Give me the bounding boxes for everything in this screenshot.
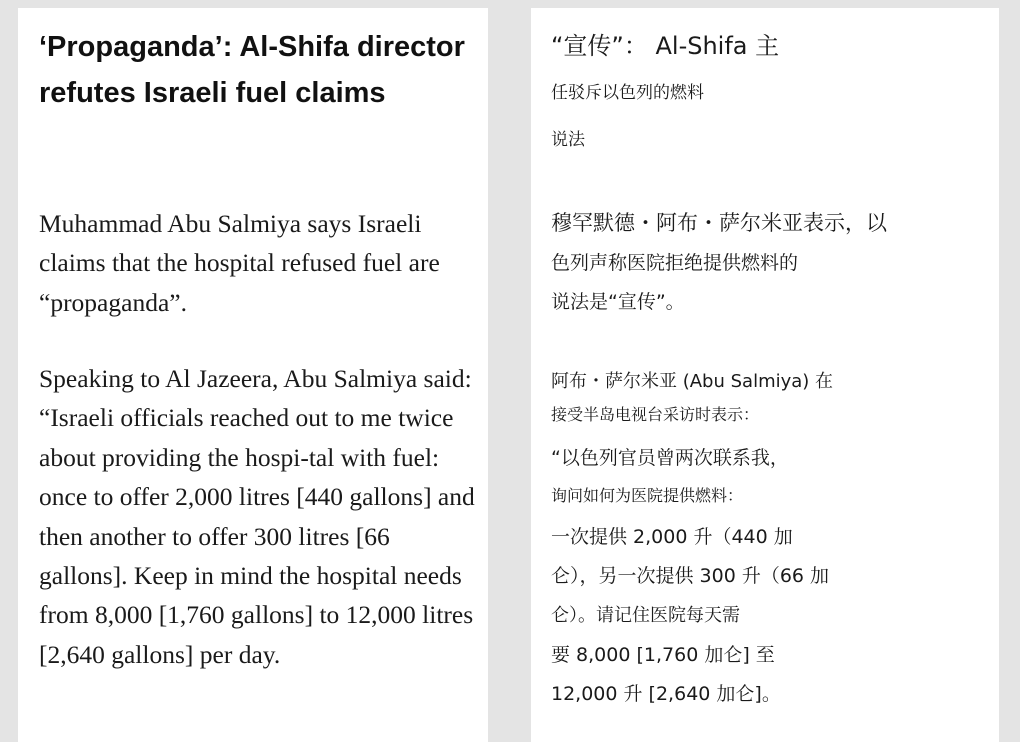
chinese-paragraph-2-line-4: 询问如何为医院提供燃料： [551,486,744,505]
english-paragraph-1: Muhammad Abu Salmiya says Israeli claims that the hospital refused fuel are “propaganda”. [39,209,440,317]
chinese-title-line-3: 说法 [551,130,585,150]
english-headline: ‘Propaganda’: Al-Shifa director refutes Israeli fuel claims [39,31,465,109]
chinese-paragraph-2-line-6: 仑），另一次提供 300 升（66 加 [551,565,830,587]
chinese-paragraph-2-line-8: 要 8,000 [1,760 加仑] 至 [551,644,775,666]
chinese-paragraph-2-line-2: 接受半岛电视台采访时表示： [551,405,760,424]
chinese-paragraph-2-line-5: 一次提供 2,000 升（440 加 [551,526,793,548]
chinese-paragraph-1-line-3: 说法是“宣传”。 [551,291,685,313]
chinese-paragraph-1-line-2: 色列声称医院拒绝提供燃料的 [551,252,799,274]
english-article-panel [18,8,488,742]
chinese-title-line-1: “宣传”： Al-Shifa 主 [551,32,780,60]
chinese-paragraph-2-line-7: 仑）。请记住医院每天需 [551,605,740,626]
english-paragraph-2: Speaking to Al Jazeera, Abu Salmiya said: “Israeli officials reached out to me twice about providing the hospi-tal with fuel: once to offer 2,000 litres [440 gallons] and then another to offer 300 litres [66 gallons]. Keep in mind the hospital needs from 8,000 [1,760 gallons] to 12,000 litres [2,640 gallons] per day. [39,364,475,669]
chinese-article-panel [531,8,999,742]
chinese-paragraph-1-line-1: 穆罕默德・阿布・萨尔米亚表示，以 [551,211,887,235]
chinese-paragraph-2-line-1: 阿布・萨尔米亚 (Abu Salmiya) 在 [551,371,834,392]
chinese-title-line-2: 任驳斥以色列的燃料 [551,83,704,103]
chinese-paragraph-2-line-3: “以色列官员曾两次联系我， [551,447,789,469]
chinese-paragraph-2-line-9: 12,000 升 [2,640 加仑]。 [551,683,781,705]
